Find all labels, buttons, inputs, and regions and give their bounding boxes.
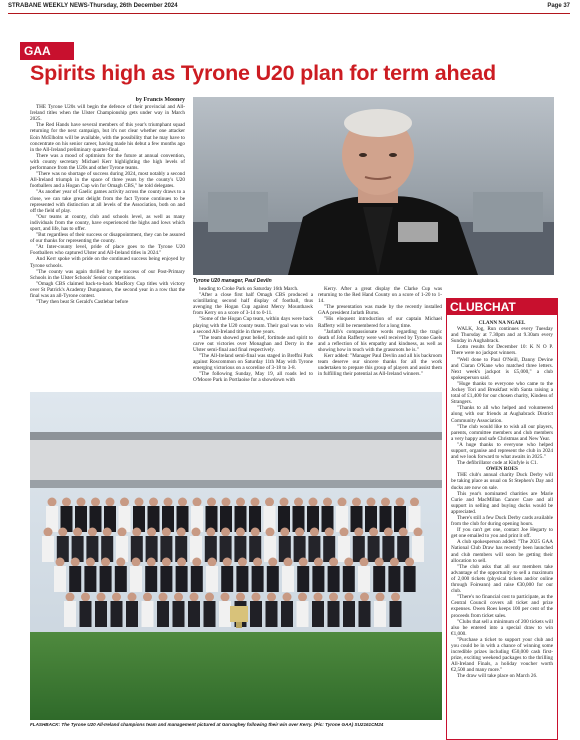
- person-body: [343, 601, 355, 627]
- person-body: [297, 566, 309, 592]
- person-body: [359, 601, 371, 627]
- person-body: [281, 601, 293, 627]
- person-head: [56, 558, 65, 567]
- person-body: [176, 566, 188, 592]
- person-head: [344, 558, 353, 567]
- paragraph: "Clubs that sell a minimum of 200 tickets will also be entered into a special draw to win €1,000.: [451, 618, 553, 637]
- headline: Spirits high as Tyrone U20 plan for term ahead: [30, 61, 496, 85]
- person-body: [100, 566, 112, 592]
- person-head: [294, 498, 303, 507]
- person-head: [91, 498, 100, 507]
- manager-photo-caption: Tyrone U20 manager, Paul Devlin: [193, 278, 272, 284]
- person-head: [367, 498, 376, 507]
- paragraph: There's still a few Duck Derby cards available from the club for during opening hours.: [451, 515, 553, 528]
- person-head: [329, 558, 338, 567]
- person-head: [252, 593, 261, 602]
- paragraph: "There was no shortage of success during 2024, most notably a second All-Ireland triumph in the space of three years by the county's U20 footballers and a Hogan Cup win for Omagh CBS," he told delegates.: [30, 171, 185, 190]
- paragraph: "Some of the Hogan Cup team, within days were back playing with the U20 county team. Their goal was to win a second All-Ireland title in three years.: [193, 316, 313, 335]
- person-head: [162, 528, 171, 537]
- person-head: [81, 593, 90, 602]
- person-head: [177, 558, 186, 567]
- person-head: [236, 498, 245, 507]
- person-body: [157, 601, 169, 627]
- person-head: [390, 558, 399, 567]
- paragraph: The draw will take place on March 26.: [457, 673, 538, 680]
- person-head: [223, 558, 232, 567]
- person-body: [373, 566, 385, 592]
- person-head: [62, 498, 71, 507]
- person-head: [391, 593, 400, 602]
- person-head: [284, 558, 293, 567]
- person-head: [97, 593, 106, 602]
- person-head: [190, 593, 199, 602]
- paragraph: "The presentation was made by the recently installed GAA president Jarlath Burns.: [318, 304, 442, 317]
- team-photo-caption: FLASHBACK: The Tyrone U20 All-Ireland champions team and management pictured at Garvaghey following their win over Kerry. (Pic: Tyrone GAA) SU2161CM24: [30, 722, 384, 727]
- person-head: [106, 498, 115, 507]
- team-photo: [30, 392, 442, 720]
- paragraph: WALK, Jog, Run continues every Tuesday and Thursday at 7.30pm and at 9.30am every Sunday in Aughabrack.: [451, 326, 553, 345]
- paragraph: "Thanks to all who helped and volunteered along with our friends at Aughabrack District Community Association.: [451, 405, 553, 424]
- person-head: [116, 558, 125, 567]
- person-body: [188, 601, 200, 627]
- person-body: [343, 566, 355, 592]
- person-head: [177, 528, 186, 537]
- person-body: [358, 566, 370, 592]
- person-head: [310, 528, 319, 537]
- person-head: [164, 498, 173, 507]
- person-head: [174, 593, 183, 602]
- person-head: [132, 558, 141, 567]
- person-head: [414, 528, 423, 537]
- person-head: [236, 528, 245, 537]
- person-head: [149, 498, 158, 507]
- person-head: [207, 498, 216, 507]
- header-rule: [8, 13, 570, 14]
- person-body: [145, 566, 157, 592]
- person-body: [80, 601, 92, 627]
- person-body: [69, 566, 81, 592]
- person-head: [193, 498, 202, 507]
- byline: by Francis Mooney: [135, 97, 185, 103]
- paragraph: "After a close first half Omagh CBS produced a scintillating second half display of football, thus avenging the Hogan Cup against Mercy Mounthawk from Kerry on a score of 3-14 to 0-11.: [193, 292, 313, 317]
- person-body: [312, 566, 324, 592]
- person-head: [345, 593, 354, 602]
- person-body: [250, 601, 262, 627]
- club-name: CLANN NA NGAEL: [478, 320, 526, 326]
- person-head: [221, 528, 230, 537]
- club-name: OWEN ROES: [486, 466, 518, 473]
- person-head: [375, 558, 384, 567]
- person-head: [86, 558, 95, 567]
- person-head: [236, 593, 245, 602]
- person-body: [204, 601, 216, 627]
- person-head: [309, 498, 318, 507]
- paragraph: "Purchase a ticket to support your club and you could be in with a chance of winning some incredible prizes including €50,000 cash first-prize, exciting weekend packages to the thrilling All-Ireland Finals, a holiday voucher worth €2,500 and many more.": [451, 636, 553, 674]
- person-head: [267, 593, 276, 602]
- person-head: [238, 558, 247, 567]
- person-head: [206, 528, 215, 537]
- person-head: [221, 593, 230, 602]
- person-head: [381, 498, 390, 507]
- person-head: [44, 528, 53, 537]
- person-head: [266, 528, 275, 537]
- paragraph: "They then beat St Gerald's Castlebar before: [36, 299, 129, 306]
- person-body: [219, 601, 231, 627]
- page-number: Page 37: [547, 3, 570, 9]
- person-body: [95, 601, 107, 627]
- person-head: [283, 593, 292, 602]
- paragraph: Kerr added: "Manager Paul Devlin and all his backroom team deserve our sincere thanks for all the work undertaken to prepare this group of players and assist them in fulfilling their potential as All-Ireland winners.": [318, 353, 442, 378]
- person-body: [388, 566, 400, 592]
- person-body: [390, 601, 402, 627]
- section-tag: GAA: [20, 42, 74, 60]
- person-head: [135, 498, 144, 507]
- person-body: [221, 566, 233, 592]
- person-head: [192, 558, 201, 567]
- person-head: [376, 593, 385, 602]
- person-body: [142, 601, 154, 627]
- person-body: [252, 566, 264, 592]
- person-body: [328, 601, 340, 627]
- person-body: [64, 601, 76, 627]
- person-head: [103, 528, 112, 537]
- article-column-1: [30, 97, 185, 387]
- person-head: [360, 593, 369, 602]
- person-head: [77, 498, 86, 507]
- person-head: [314, 558, 323, 567]
- person-head: [295, 528, 304, 537]
- paragraph: And Kerr spoke with pride on the continued success being enjoyed by Tyrone schools.: [30, 256, 185, 269]
- paragraph: "Huge thanks to everyone who came to the Jockey Tori and Breakfast with Santa raising a total of £1,400 for our chosen charity, Kindess of Strangers.: [451, 380, 553, 406]
- person-head: [253, 558, 262, 567]
- person-body: [412, 536, 424, 562]
- paragraph: "Well done to Paul O'Neill, Danny Devine and Ciaran O'Kane who matched three letters. Next week's jackpot is £5,000," a club spokesperson said.: [451, 356, 553, 381]
- person-head: [88, 528, 97, 537]
- person-body: [206, 566, 218, 592]
- paragraph: THE club's annual charity Duck Derby will be taking place as usual on St Stephen's Day and ducks are now on sale.: [451, 472, 553, 491]
- paragraph: "His eloquent introduction of our captain Michael Rafferty will be remembered for a long time.: [318, 316, 442, 329]
- person-body: [84, 566, 96, 592]
- paragraph: "The county was again thrilled by the success of our Post-Primary Schools in the Ulster Schools' Senior competitions.: [30, 268, 185, 281]
- person-body: [130, 566, 142, 592]
- paragraph: "As another year of Gaelic games activity across the county draws to a close, we can take great delight from the fact Tyrone continues to be represented with distinction at all levels of the Association, both on and off the field of play.: [30, 189, 185, 214]
- person-body: [54, 566, 66, 592]
- article-column-3: [318, 286, 442, 391]
- person-body: [328, 566, 340, 592]
- person-body: [111, 601, 123, 627]
- paragraph: "The following Sunday, May 19, all roads led to O'Moore Park in Portlaoise for a showdown with: [193, 371, 313, 384]
- paragraph: "Jarlath's compassionate words regarding the tragic death of John Rafferty were well received by Tyrone Gaels and a reflection of his empathy and kindness, as well as showing how in touch with the grassroots he is.": [318, 328, 442, 353]
- paragraph: A club spokesperson added: "The 2025 GAA National Club Draw has recently been launched and club members will soon be getting their allocation to sell.: [451, 539, 553, 564]
- person-head: [268, 558, 277, 567]
- person-head: [58, 528, 67, 537]
- person-body: [404, 566, 416, 592]
- person-head: [338, 498, 347, 507]
- person-head: [405, 558, 414, 567]
- paragraph: "Omagh CBS claimed back-to-back MacRory Cup titles with victory over St Patrick's Academy Dungannon, the second year in a row that the final was an all-Tyrone contest.: [30, 280, 185, 299]
- person-head: [48, 498, 57, 507]
- article-column-2: [193, 286, 313, 391]
- person-body: [115, 566, 127, 592]
- person-head: [280, 528, 289, 537]
- paragraph: heading to Croke Park on Saturday 16th March.: [199, 286, 299, 292]
- paragraph: "Our teams at county, club and schools level, as well as many individuals from the county, have experienced the highs and lows which sport, and life, has to offer.: [30, 213, 185, 232]
- person-head: [208, 558, 217, 567]
- page-header: [8, 3, 570, 13]
- paragraph: "But regardless of their success or disappointment, they can be assured of our thanks for representing the county.: [30, 232, 185, 245]
- person-head: [66, 593, 75, 602]
- paragraph: "The club asks that all our members take advantage of the opportunity to sell a maximum of 2,000 tickets (physical tickets and/or online through Foireann) and raise €30,000 for our club.: [451, 563, 553, 595]
- paragraph: "The team showed great belief, fortitude and spirit to carve out victories over Monaghan and Derry in the Ulster semi-final and final respectively.: [193, 334, 313, 353]
- person-head: [354, 528, 363, 537]
- person-body: [312, 601, 324, 627]
- person-body: [126, 601, 138, 627]
- person-head: [323, 498, 332, 507]
- person-head: [360, 558, 369, 567]
- person-head: [410, 498, 419, 507]
- paragraph: The Red Hands have several members of this year's triumphant squad returning for the next campaign, but it's not clear whether one attacker Eoin McElholm will be available, with the possibility that he may have to concentrate on his senior career, having made his debut a few months ago in the All-Ireland preliminary quarter-final.: [30, 122, 185, 153]
- person-body: [374, 601, 386, 627]
- person-head: [132, 528, 141, 537]
- person-head: [325, 528, 334, 537]
- person-head: [352, 498, 361, 507]
- paragraph: THE Tyrone U20s will begin the defence of their provincial and All-Ireland titles when the Ulster Championship gets under way in March 2025.: [30, 104, 185, 123]
- paragraph: "The All-Ireland semi-final was staged in Breffni Park against Roscommon on Saturday 11th May with Tyrone emerging victorious on a scoreline of 3-18 to 3-8.: [193, 353, 313, 372]
- person-head: [280, 498, 289, 507]
- person-body: [297, 601, 309, 627]
- paragraph: "The club would like to wish all our players, parents, committee members and club members a very happy and safe Christmas and New Year.: [451, 423, 553, 442]
- paragraph: Kerry. After a great display the Clarke Cup was returning to the Red Hand County on a score of 1-20 to 1-14.: [318, 286, 442, 305]
- person-body: [282, 566, 294, 592]
- clubchat-title: CLUBCHAT: [447, 299, 557, 315]
- person-head: [369, 528, 378, 537]
- paragraph: The defibrillator code at Kinfyle is C1.: [457, 460, 538, 467]
- person-body: [191, 566, 203, 592]
- person-head: [314, 593, 323, 602]
- person-head: [340, 528, 349, 537]
- paragraph: "At Inter-county level, pride of place goes to the Tyrone U20 Footballers who captured Ulster and All-Ireland titles in 2024.": [30, 244, 185, 257]
- person-head: [73, 528, 82, 537]
- person-head: [384, 528, 393, 537]
- person-head: [251, 498, 260, 507]
- person-head: [143, 593, 152, 602]
- clubchat-column: [451, 320, 553, 735]
- paragraph: "A huge thanks to everyone who helped support, organise and represent the club in 2024 and we look forward to what awaits in 2025.": [451, 441, 553, 461]
- person-head: [71, 558, 80, 567]
- person-head: [205, 593, 214, 602]
- person-head: [178, 498, 187, 507]
- person-body: [267, 566, 279, 592]
- person-head: [396, 498, 405, 507]
- person-body: [160, 566, 172, 592]
- paragraph: If you can't get one, contact Joe Hegarty to get one emailed to you and print it off.: [451, 527, 553, 540]
- publication-line: STRABANE WEEKLY NEWS-Thursday, 26th December 2024: [8, 3, 178, 9]
- person-body: [173, 601, 185, 627]
- person-head: [192, 528, 201, 537]
- person-body: [42, 536, 54, 562]
- person-head: [399, 528, 408, 537]
- person-head: [265, 498, 274, 507]
- person-head: [112, 593, 121, 602]
- person-head: [147, 528, 156, 537]
- person-head: [298, 593, 307, 602]
- person-body: [236, 566, 248, 592]
- person-head: [299, 558, 308, 567]
- paragraph: "There's no financial cost to participate, as the Central Council covers all ticket and prize expenses. Owen Roes keeps 100 per cent of the proceeds from ticket sales.: [451, 594, 553, 619]
- person-head: [251, 528, 260, 537]
- manager-photo: [193, 97, 554, 275]
- person-head: [128, 593, 137, 602]
- paragraph: There was a mood of optimism for the future at annual convention, with county secretary Michael Kerr highlighting the high levels of performance from the U20s and other Tyrone teams.: [30, 152, 185, 172]
- person-head: [222, 498, 231, 507]
- person-body: [266, 601, 278, 627]
- person-head: [162, 558, 171, 567]
- person-head: [118, 528, 127, 537]
- paragraph: This year's nominated charities are Marie Curie and MacMillan Cancer Care and all support in selling and buying ducks would be appreciated.: [451, 490, 553, 515]
- person-head: [159, 593, 168, 602]
- person-head: [101, 558, 110, 567]
- paragraph: Lotto results for December 10: K N O P. There were no jackpot winners.: [451, 344, 553, 357]
- person-head: [329, 593, 338, 602]
- person-head: [147, 558, 156, 567]
- person-head: [120, 498, 129, 507]
